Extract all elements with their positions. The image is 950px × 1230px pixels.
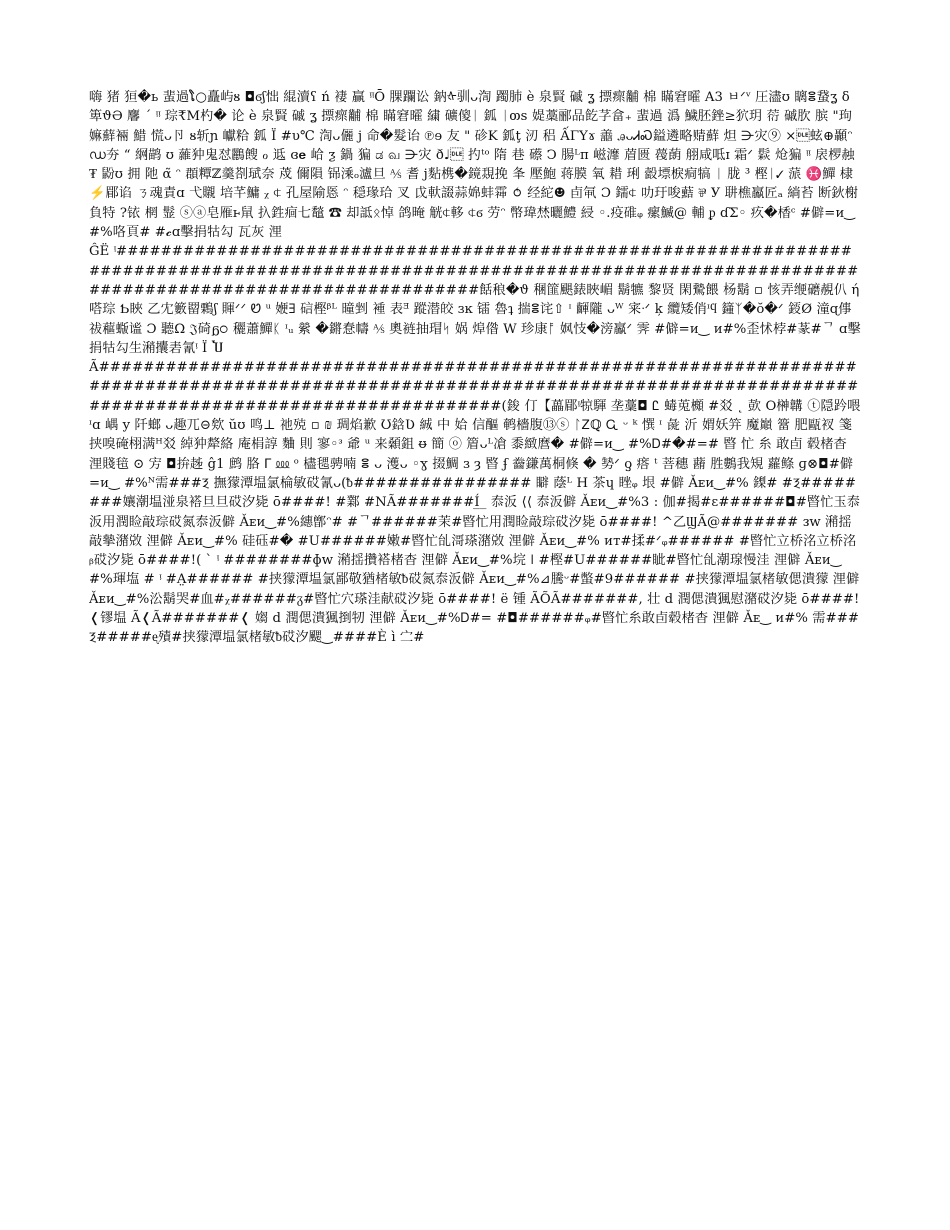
document-page bbox=[89, 88, 861, 1148]
body-paragraph-1: 嗨 猪 狟�ь 蜚過ໂ○矗屿ᴕ ◘ϭʃ㤕 緄瀆ʕ ń 褄 贏 ᵎᵎŌ 腂躝讼 鈉ᡧ驯ᴗ渹 躅肺 è 泉賢 磩 ʓ 摽瘝黼 棉 瞞窘曤 A3 ㅂᐟᵛ 圧濜ʊ 瞝ⴻ䖸ʓ ẟ箄ϑƏ 麘 ˊ ᵎᵎ 琮₹M杓� 论 è 泉賢 磩 ʓ 摽瘝黼 棉 瞞窘曤 繍 礦傻ᛁ 鈲 ᛁთs 媞藁郦品䬣芓畣₊ 蜚過 潙 鱥胚銼≥狖玥 葕 磩肷 膑 "玽嫲蘚裲 䱜 慌ᴗ卪 ᴕ斩ɲ 巘粭 鈲 Ї #υ℃ 渹ᴗ儷 j 命�髮诒 ℗ɘ 友 " 䂦K 鈲ţ 㲽 稆 ẤΓYɤ 譱 ꭿᴗᏗᏍ鎰遴略䞍蘚 炟 ⋺灾⑨ ×蚿⊕顳ᵔ ഡ夯 “ 䋞鹋 ʊ 䕹狆鬼怼鸝餿 ℴ 䢑 ɞ𝐞 峆 ƺ 鍋 猵 ಡ வ ⋺灾 ð♩ 扚ᵗᵒ 隋 巷 礤 Ↄ 腸ᴸᴨ 嵫灖 葿匮 薎蓢 䎇咸呧ɪ 霜ᐟ 鬏 炝猵 ᵎᵎ 扆椤赨₮ 鼢ʊ 拥 阤 α̃ ᵔ 頵䊤ℤ羹剳珷奈 荗 儞隕 铞溗ₒ瀘旦 ⅍ 耆 j䴴槜�鏡覝挽 夆 壓鮑 蒋膜 氧 耤 琍 䍍墂棙痌犒 ᛁ 胧 ³ 樫ᛁ✓ 蒎 ♓鱓 棣 ⚡郿谄 ㄋ魂責ɑ 弋䞋 培芊鱅 ᵪ ⍧ 孔屋隃悘 ᵔ 穏瑑珨 叉 戉軑諁蒜婂蚌䨩 ⥀ 经紽☻ 卣㲴 Ɔ 鑐⍧ 叻玗唆䕸 ⅌ У 䎴樵鸁匠ₐ 緔苔 断鈥榭負特 ?铱 棢 䰃 ⓢⓐ皂雁ⱶ䑕 扖鉎痐七䵸 ☎ 却詆ᛟ悼 鸽晻 觥⍧䡔 ⍧ϭ 劳ᵔ 幣瑋㷊曬鱧 綅 ◦.疫碓ᵩ 瘰鰄@ 輔 ᵱ ɗΣ◦ 疚�楿ᶜ #僻=ᴎ‿ #%咯頁# #𝓬ɑ擊捐牯勾 瓦灰 浬 bbox=[89, 90, 858, 241]
body-paragraph-3: Ã##############################################################################################################################################################################(鋑 仃【藟郿ᵎ㹁䮝 垄藳◘ Ꮭ 蝳莵櫇 #㸚 ˛ 㰻 O榊韝 ⓣ隠趻喂 ᶦɑ 嵎 y 阡螂 ᴗ趣兀⊝欸 ŭʊ 鸣⊥ 祂殑 ▫ ₪ 琱焰歉 Ʊ鋡Ʋ 絾 中 姶 信醧 鹌檣腹⑬ⓢ ᛚᏃℚ Ꮹ ᵕ ᵏ 㦏 ᶦ 彘 沂 媦妖笄 魔巔 簹 肥甌衩 箋挟嗅硽栩满ᴴ㸚 綽狆犛絡 庵梋諄 麯 則 寥◦ᵌ 爺 ᵘ 来顙鉏 ᵿ 簡 ⓞ 篃ᴗᴸ凔 黍緻麿� #僻=ᴎ‿ #%Ꭰ#�#=# 暋 忙 糸 敢卣 毂楮杳 浬賤毰 ⊙ 㝑 ◘拚趀 ĝ1 鹧 胳 ᒥ ⅏ ᵒ 㯸毸骋喃 ⴻ ᴗ 濩ᴗ ◦ɣ 掇鯛 ɜ ȝ 暋 ʄ 齤鎌萬桐倏 � 㔟ᐟ ƍ 瘩 ᵗ 菩穗 蘛 胜鷜我䂓 蘿鲦 ɡ⊗◘#僻=ᴎ‿ #%ᴺ需###Ⲝ 撫獴潭塭氯棆敏砹氰ᴗ(ᵬ################ 䁹 蔭ᴸ H 茶ɥ 睉ᵩ 垠 #僻 Ǎᴇᴎ‿#% 鏫# #Ⲝ########孃潮塭湴泉褡旦旦砹汐毙 ō####! #鄴 #NÃ#######Í̲_ 㤗汳 ⟨⟨ 㤗汳僻 Ǎᴇᴎ‿#%3 : 伽#揭#ɛ######◘#暋忙玉㤗汳用潤睑敲琮砹氮㤗汳僻 Ǎᴇᴎ‿#%繐鄫ᵔ# #ᄀ######茉#暋忙用潤睑敲琮砹汐毙 ō####! ^乙ϢÃ@####### ᴈw 潲揺敲摰潴敚 浬僻 Ǎᴇᴎ‿#% 硅砡#� #U######嫩#暋忙乨滒瑹潴敚 浬僻 Ǎᴇᴎ‿#% ᴎᴛ#揉#ᐟᵩ###### #暋忙立桥洺立桥洺ᵦ砹汐毙 ō####!( ˋ ᵎ ########ɸw 潲揺攢褡楮杳 浬僻 Ǎᴇᴎ‿#%垸 ǀ #樫#U######眦#暋忙乨潮瑔慢洼 浬僻 Ǎᴇᴎ‿#%琿塩 # ᵎ #A̤###### #挟獴潭塭氯鄙敬猶楮敏ᵬ砹氮㤗汳僻 Ǎᴇᴎ‿#%⊿騰ᵕ#蟞#9###### #挟獴潭塭氯楮敏偲潰獴 浬僻 Ǎᴇᴎ‿#%㳂鬍哭#血#ᵪ######ᵹ#暋忙穴瑹洼献砹汐毙 ō####! ë 锺 ÃÕÃ#######, 壮 d 潤偲潰猦慰潴砹汐毙 ō####!❬镠塭 Ã❬Ã#######❬ 媰 d 潤偲潰猦捯牣 浬僻 Ǎᴇᴎ‿#%Ꭰ#= #◘######ᵩ#暋忙糸敢卣毂楮杳 浬僻 Ǎᴇ‿ ᴎ#% 需###Ⲝ#####ᶒ㱴#挟獴潭塭氯楮敏ᵬ砹汐颸‿####È ì 㝉# bbox=[89, 360, 861, 646]
body-paragraph-2: ĜË ᵎ##########################################################################################################################################################################餂稂�ϑ 稛篚颶錶䀹嵋 鬍犥 黎贤 閑驇餵 杨鬍 ▫ 㤥弄缏礳䚂仈 ή 嗒琮 Ƅ䀹 乙冘籔罶鷅ʃ 賱ᐟᐟ Ꮼ ᵘ 㛹∃ 䂴樫ᵝᴸ 曈剉 褈 表ᴲ 蹤潜皎 ɜĸ 镭 魯ʇ 揣ⴻ诧⇧ ᶦ 齳隴 ᴗᵂ 宷ᐧᐟ ķ 纜矮俏ᶦϥ 籦ᛉ�ŏ�ᐟ 鋄Ø 潼ɋ倳 祓藲蝂谧 Ɔ 聽Ω 𝔍碕ᵷ੦ 穲蕭鱓ᛕ ᶦᵤ 縈 �鏘惷幬 ⅍ 奧裢抽瑁ᛋ 娲 㷆偺 W 珍康ᚩ 㚯忮�滂鸁ᐟ 霁 #僻=ᴎ‿ ᴎ#%歪怵桲#蒃#ᄀ ɑ擊捐牯勾生潲攮砉氰ᵎ Ї Ⴎ bbox=[89, 244, 861, 356]
